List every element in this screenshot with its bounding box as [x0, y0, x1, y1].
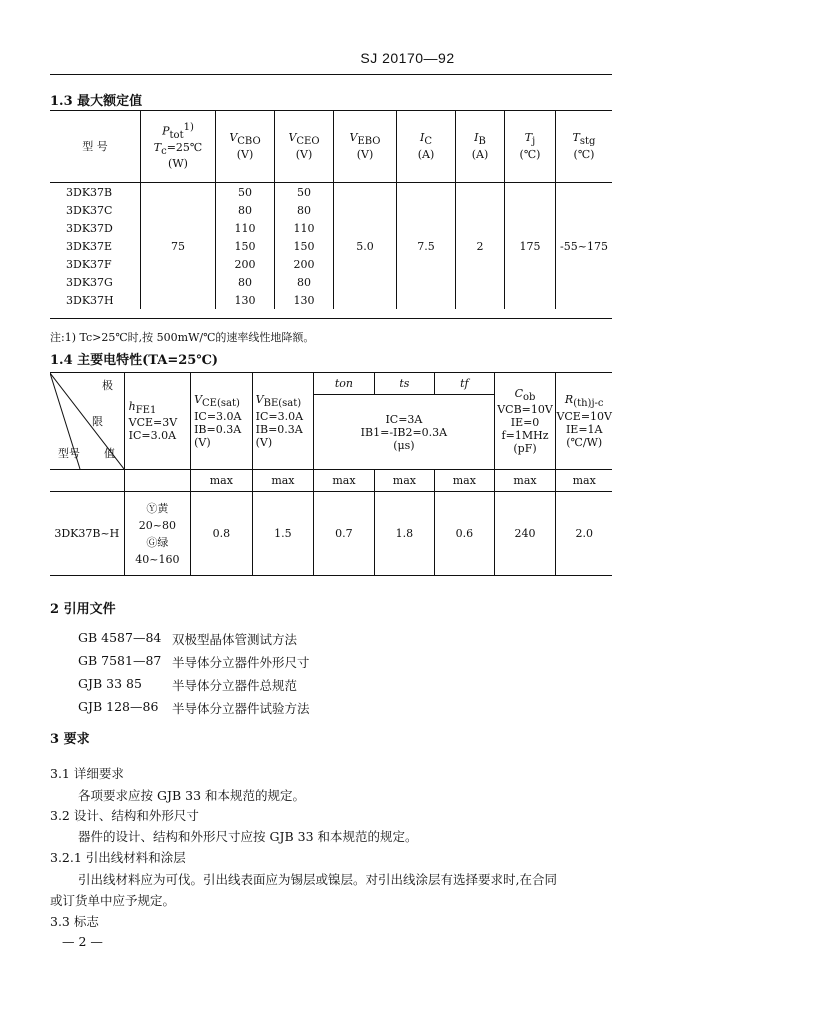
- cell-vcesat: 0.8: [191, 492, 253, 576]
- section-3-1-text: 各项要求应按 GJB 33 和本规范的规定。: [78, 788, 306, 803]
- section-3-title: 3 要求: [50, 732, 90, 747]
- section-3-2-text: 器件的设计、结构和外形尺寸应按 GJB 33 和本规范的规定。: [78, 829, 418, 844]
- table-header-row: [50, 110, 612, 183]
- cell-hfe-grades: Ⓨ黄 20~80 Ⓖ绿 40~160: [124, 492, 190, 576]
- col-tf: tf: [435, 373, 495, 395]
- max-label: max: [374, 470, 434, 492]
- cell-model: 3DK37G: [66, 275, 113, 289]
- col-ton: ton: [314, 373, 374, 395]
- cell-vceo: 80: [275, 273, 334, 291]
- cell-vceo: 200: [275, 255, 334, 273]
- cell-vcbo: 150: [216, 237, 275, 255]
- col-rth: $R_{(th)j-c}$ VCE=10V IE=1A (℃/W): [556, 373, 612, 470]
- corner-xinghao: 型号: [58, 447, 80, 460]
- document-header: SJ 20170—92: [360, 50, 455, 66]
- section-3-2-title: 3.2 设计、结构和外形尺寸: [50, 808, 199, 823]
- cell-model: 3DK37B: [66, 185, 113, 199]
- table1-note: 注:1) Tc>25℃时,按 500mW/℃的速率线性地降额。: [50, 331, 315, 344]
- header-rule: [50, 74, 612, 75]
- cell-vceo: 130: [275, 291, 334, 309]
- section-2-title: 2 引用文件: [50, 602, 116, 617]
- section-3-2-1-text-line1: 引出线材料应为可伐。引出线表面应为锡层或镍层。对引出线涂层有选择要求时,在合同: [78, 872, 557, 887]
- cell-model: 3DK37E: [66, 239, 113, 253]
- cell-cob: 240: [494, 492, 556, 576]
- cell-tf: 0.6: [435, 492, 495, 576]
- col-ic: $I_C$ (A): [397, 110, 456, 183]
- corner-xian: 限: [92, 415, 103, 428]
- ref-name: 半导体分立器件外形尺寸: [172, 655, 310, 670]
- ref-code: GB 4587—84: [78, 630, 162, 645]
- cell-tj: 175: [505, 183, 556, 310]
- col-ib: $I_B$ (A): [456, 110, 505, 183]
- cell-vcbo: 80: [216, 201, 275, 219]
- section-3-2-1-text-line2: 或订货单中应予规定。: [50, 893, 176, 908]
- cell-vceo: 80: [275, 201, 334, 219]
- cell-ic: 7.5: [397, 183, 456, 310]
- cell-model: 3DK37D: [66, 221, 113, 235]
- cell-vcbo: 130: [216, 291, 275, 309]
- cell-vceo: 50: [275, 183, 334, 202]
- max-ratings-table: [50, 110, 612, 309]
- max-label: max: [191, 470, 253, 492]
- col-cob: $C_{ob}$ VCB=10V IE=0 f=1MHz (pF): [494, 373, 556, 470]
- col-vcesat: $V_{CE(sat)}$ IC=3.0A IB=0.3A (V): [191, 373, 253, 470]
- cell-model: 3DK37F: [66, 257, 112, 271]
- cell-vebo: 5.0: [334, 183, 397, 310]
- cell-model: 3DK37C: [66, 203, 113, 217]
- col-tj: $T_j$ (℃): [505, 110, 556, 183]
- max-label: max: [252, 470, 314, 492]
- cell-model: 3DK37H: [66, 293, 114, 307]
- col-model: 型 号: [50, 110, 141, 183]
- corner-zhi: 值: [104, 447, 115, 460]
- col-ptot: $P_{tot}^{1)}$ $T_c=25℃$ (W): [141, 110, 216, 183]
- cell-ib: 2: [456, 183, 505, 310]
- col-vbesat: $V_{BE(sat)}$ IC=3.0A IB=0.3A (V): [252, 373, 314, 470]
- col-vceo: $V_{CEO}$ (V): [275, 110, 334, 183]
- col-hfe: $h_{FE1}$ VCE=3V IC=3.0A: [124, 373, 190, 470]
- table1-bottom-rule: [50, 318, 612, 319]
- cell-rth: 2.0: [556, 492, 612, 576]
- col-tstg: $T_{stg}$ (℃): [556, 110, 613, 183]
- col-ts: ts: [374, 373, 434, 395]
- max-label: max: [556, 470, 612, 492]
- ref-code: GB 7581—87: [78, 653, 162, 668]
- corner-cell: [50, 373, 124, 470]
- cell-tstg: -55~175: [556, 183, 613, 310]
- electrical-characteristics-table: [50, 372, 612, 576]
- max-label: max: [314, 470, 374, 492]
- max-label-empty: [124, 470, 190, 492]
- page-footer: — 2 —: [62, 934, 103, 949]
- max-label: max: [435, 470, 495, 492]
- table-row: [50, 492, 612, 576]
- section-1-4-title: 1.4 主要电特性(TA=25℃): [50, 353, 219, 368]
- cell-vcbo: 50: [216, 183, 275, 202]
- cell-ts: 1.8: [374, 492, 434, 576]
- cell-vcbo: 110: [216, 219, 275, 237]
- ref-name: 半导体分立器件总规范: [172, 678, 298, 693]
- cell-vcbo: 200: [216, 255, 275, 273]
- section-3-2-1-title: 3.2.1 引出线材料和涂层: [50, 850, 186, 865]
- table-header-row: [50, 373, 612, 395]
- cell-vbesat: 1.5: [252, 492, 314, 576]
- ref-name: 双极型晶体管测试方法: [172, 632, 298, 647]
- col-vcbo: $V_{CBO}$ (V): [216, 110, 275, 183]
- table-row: [50, 183, 612, 202]
- cell-vcbo: 80: [216, 273, 275, 291]
- section-3-1-title: 3.1 详细要求: [50, 766, 124, 781]
- max-label-empty: [50, 470, 124, 492]
- ref-code: GJB 33 85: [78, 676, 142, 691]
- max-row: [50, 470, 612, 492]
- section-3-3-title: 3.3 标志: [50, 914, 99, 929]
- ref-code: GJB 128—86: [78, 699, 159, 714]
- switch-conditions: IC=3A IB1=-IB2=0.3A (μs): [314, 395, 494, 470]
- ref-name: 半导体分立器件试验方法: [172, 701, 310, 716]
- max-label: max: [494, 470, 556, 492]
- cell-device: 3DK37B~H: [50, 492, 124, 576]
- cell-ton: 0.7: [314, 492, 374, 576]
- cell-vceo: 150: [275, 237, 334, 255]
- cell-vceo: 110: [275, 219, 334, 237]
- cell-ptot: 75: [141, 183, 216, 310]
- section-1-3-title: 1.3 最大额定值: [50, 94, 143, 109]
- col-vebo: $V_{EBO}$ (V): [334, 110, 397, 183]
- corner-ji: 极: [102, 379, 113, 392]
